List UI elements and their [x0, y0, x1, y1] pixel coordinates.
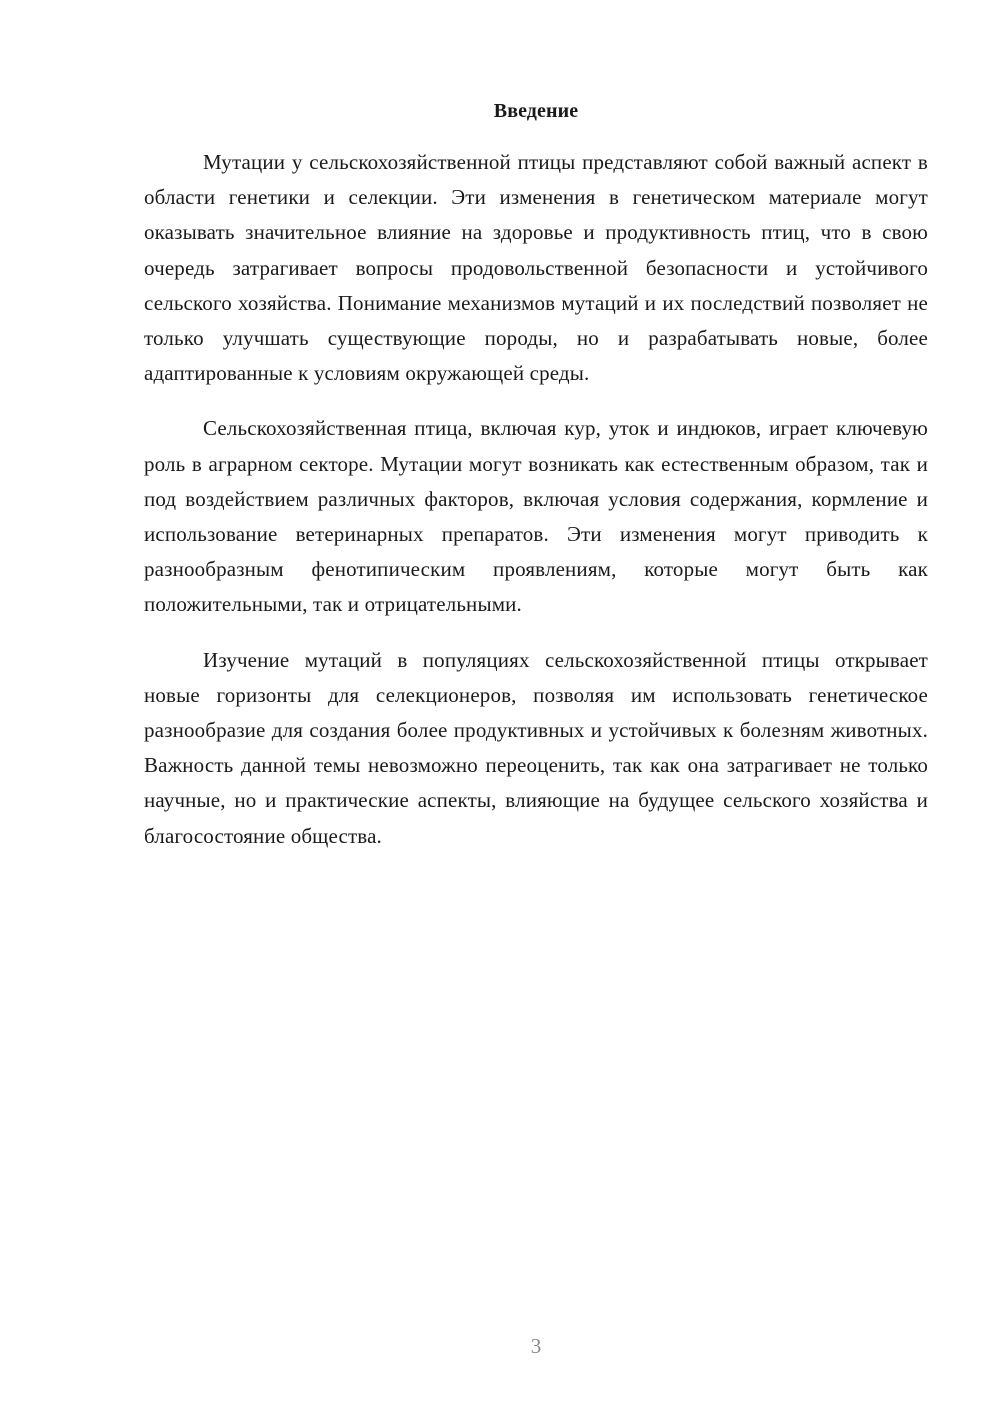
page-number: 3	[530, 1334, 542, 1358]
section-title: Введение	[493, 100, 579, 122]
paragraph-1: Мутации у сельскохозяйственной птицы представляют собой важный аспект в области генетики и селекции. Эти изменения в генетическом материале могут оказывать значительное влияние на здоровье и продуктивность птиц, что в свою очередь затрагивает вопросы продовольственной безопасности и устойчивого сельского хозяйства. Понимание механизмов мутаций и их последствий позволяет не только улучшать существующие породы, но и разрабатывать новые, более адаптированные к условиям окружающей среды.	[144, 150, 928, 386]
page-content	[144, 96, 928, 874]
paragraph-3: Изучение мутаций в популяциях сельскохозяйственной птицы открывает новые горизонты для селекционеров, позволяя им использовать генетическое разнообразие для создания более продуктивных и устойчивых к болезням животных. Важность данной темы невозможно переоценить, так как она затрагивает не только научные, но и практические аспекты, влияющие на будущее сельского хозяйства и благосостояние общества.	[144, 647, 928, 848]
paragraph-2: Сельскохозяйственная птица, включая кур, уток и индюков, играет ключевую роль в аграрном секторе. Мутации могут возникать как естественным образом, так и под воздействием различных факторов, включая условия содержания, кормление и использование ветеринарных препаратов. Эти изменения могут приводить к разнообразным фенотипическим проявлениям, которые могут быть как положительными, так и отрицательными.	[144, 416, 928, 617]
